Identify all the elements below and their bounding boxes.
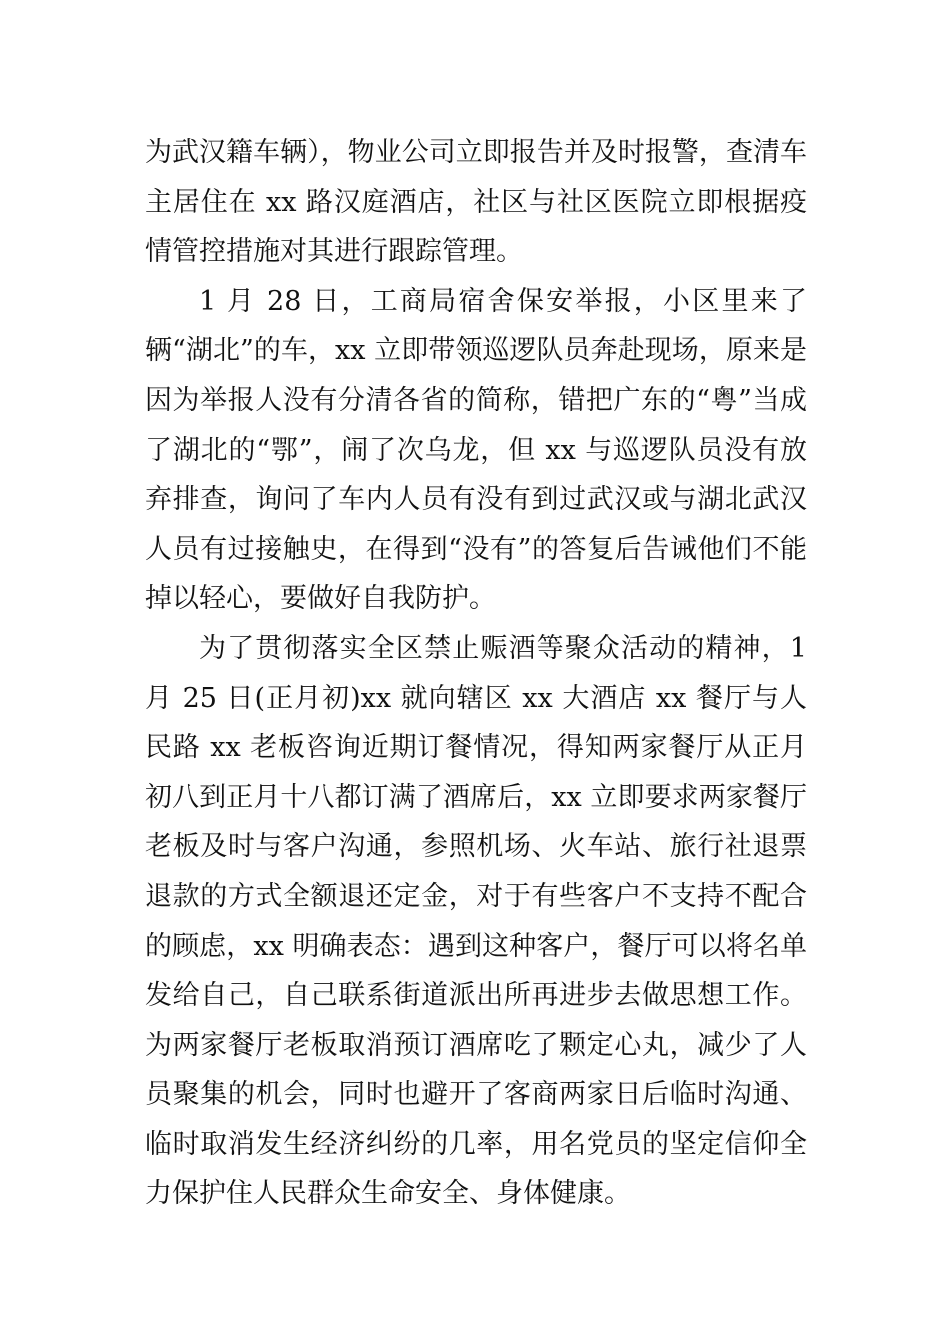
paragraph-1: 为武汉籍车辆），物业公司立即报告并及时报警，查清车主居住在 xx 路汉庭酒店，社区与社区医院立即根据疫情管控措施对其进行跟踪管理。 — [145, 137, 807, 268]
paragraph-2: 1 月 28 日，工商局宿舍保安举报，小区里来了辆“湖北”的车，xx 立即带领巡逻队员奔赴现场，原来是因为举报人没有分清各省的简称，错把广东的“粤”当成了湖北的“鄂”，闹了次乌龙，但 xx 与巡逻队员没有放弃排查，询问了车内人员有没有到过武汉或与湖北武汉人员有过接触史，在得到“没有”的答复后告诫他们不能掉以轻心，要做好自我防护。 — [145, 285, 807, 615]
document-body — [145, 128, 807, 1219]
paragraph-3: 为了贯彻落实全区禁止赈酒等聚众活动的精神，1 月 25 日(正月初)xx 就向辖区 xx 大酒店 xx 餐厅与人民路 xx 老板咨询近期订餐情况，得知两家餐厅从正月初八到正月十八都订满了酒席后，xx 立即要求两家餐厅老板及时与客户沟通，参照机场、火车站、旅行社退票退款的方式全额退还定金，对于有些客户不支持不配合的顾虑，xx 明确表态：遇到这种客户，餐厅可以将名单发给自己，自己联系街道派出所再进步去做思想工作。为两家餐厅老板取消预订酒席吃了颗定心丸，减少了人员聚集的机会，同时也避开了客商两家日后临时沟通、临时取消发生经济纠纷的几率，用名党员的坚定信仰全力保护住人民群众生命安全、身体健康。 — [145, 632, 807, 1210]
